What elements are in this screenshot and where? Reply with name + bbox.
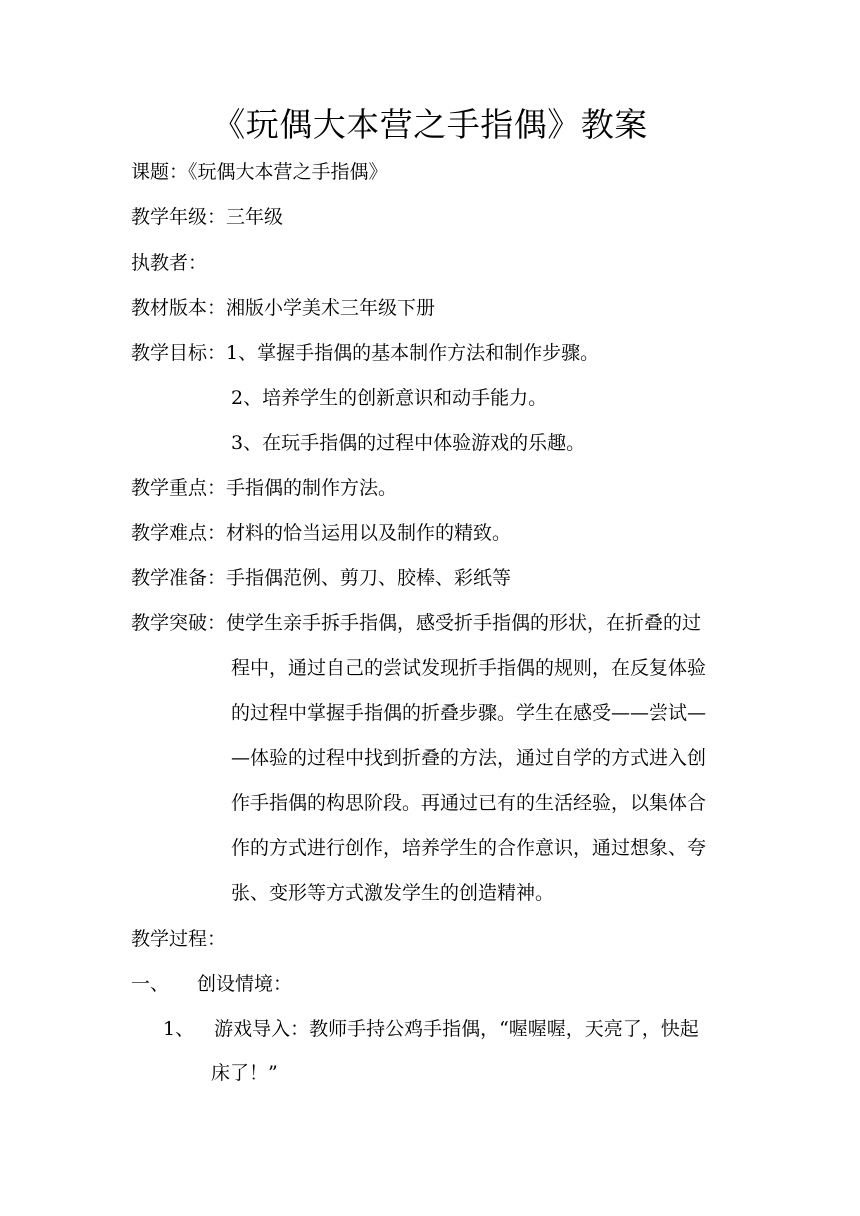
process-heading: 教学过程： [131, 928, 227, 950]
step-text-line: 游戏导入：教师手持公鸡手指偶，“喔喔喔，天亮了，快起 [214, 1018, 699, 1040]
breakthrough-text-line: 的过程中掌握手指偶的折叠步骤。学生在感受——尝试— [231, 702, 707, 724]
key-point-line: 教学重点：手指偶的制作方法。 [131, 477, 398, 499]
step-item [163, 1014, 699, 1044]
objectives-row [131, 338, 599, 368]
objective-item: 3、在玩手指偶的过程中体验游戏的乐趣。 [231, 432, 586, 454]
section-title: 创设情境： [197, 973, 293, 995]
document-title: 《玩偶大本营之手指偶》教案 [212, 105, 648, 144]
objectives-label: 教学目标： [131, 342, 227, 364]
breakthrough-text-line: 作手指偶的构思阶段。再通过已有的生活经验，以集体合 [231, 792, 707, 814]
objective-item: 1、掌握手指偶的基本制作方法和制作步骤。 [226, 342, 600, 364]
breakthrough-text-line: 作的方式进行创作，培养学生的合作意识，通过想象、夸 [231, 837, 707, 859]
step-text-line: 床了！” [211, 1062, 278, 1084]
section-number: 一、 [131, 973, 170, 995]
breakthrough-text-line: 程中，通过自己的尝试发现折手指偶的规则，在反复体验 [231, 657, 707, 679]
preparation-line: 教学准备：手指偶范例、剪刀、胶棒、彩纸等 [131, 567, 512, 589]
breakthrough-text-line: —体验的过程中找到折叠的方法，通过自学的方式进入创 [231, 747, 707, 769]
objective-item: 2、培养学生的创新意识和动手能力。 [231, 387, 548, 409]
step-number: 1、 [163, 1018, 195, 1040]
textbook-line: 教材版本：湘版小学美术三年级下册 [131, 297, 436, 319]
course-line: 课题：《玩偶大本营之手指偶》 [131, 161, 388, 183]
grade-line: 教学年级：三年级 [131, 206, 284, 228]
breakthrough-text-line: 使学生亲手拆手指偶，感受折手指偶的形状，在折叠的过 [226, 612, 702, 634]
section-heading [131, 969, 292, 999]
breakthrough-text-line: 张、变形等方式激发学生的创造精神。 [231, 882, 555, 904]
breakthrough-row [131, 608, 701, 638]
difficulty-line: 教学难点：材料的恰当运用以及制作的精致。 [131, 522, 512, 544]
breakthrough-label: 教学突破： [131, 612, 227, 634]
teacher-line: 执教者： [131, 252, 208, 274]
